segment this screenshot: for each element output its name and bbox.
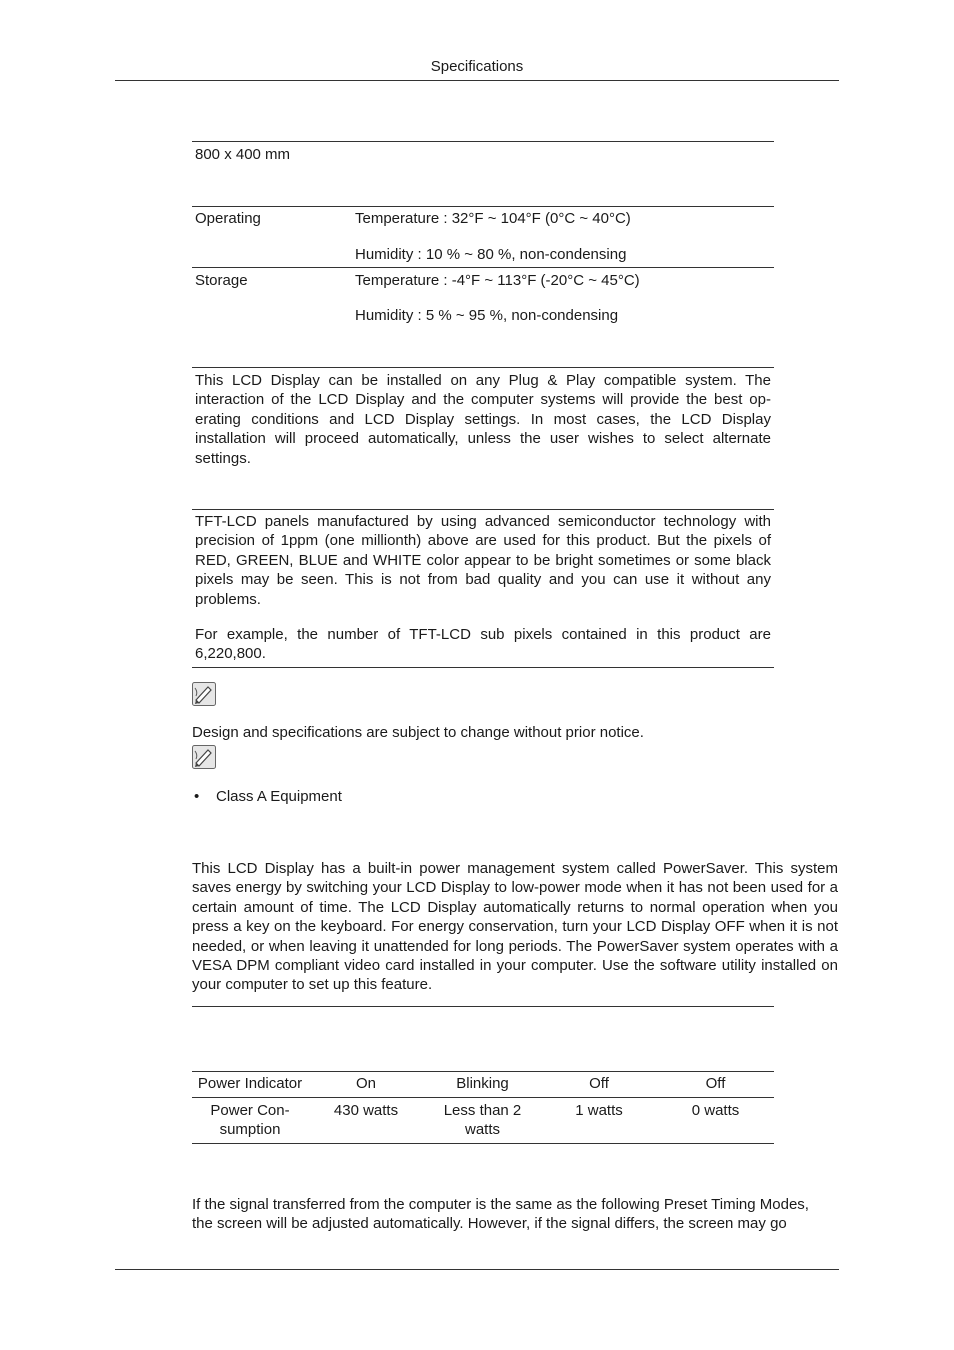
note-pencil-icon: [192, 745, 216, 769]
power-table-header-on: On: [355, 1075, 376, 1092]
storage-label: Storage: [195, 272, 248, 289]
operating-temperature: Temperature : 32°F ~ 104°F (0°C ~ 40°C): [355, 210, 631, 227]
note-pencil-icon: [192, 682, 216, 706]
preset-text-line2: the screen will be adjusted automatically. However, if the signal differs, the screen may go: [192, 1215, 787, 1232]
page-header-title: Specifications: [430, 58, 524, 75]
storage-humidity: Humidity : 5 % ~ 95 %, non-condensing: [355, 307, 619, 324]
powersaver-rule: [192, 1006, 774, 1007]
class-a-equipment-text: Class A Equipment: [216, 788, 342, 805]
power-consumption-off-1: 1 watts: [575, 1102, 623, 1119]
footer-rule: [115, 1269, 839, 1270]
power-consumption-on: 430 watts: [333, 1102, 399, 1119]
power-table-header-blinking: Blinking: [456, 1075, 509, 1092]
operating-humidity: Humidity : 10 % ~ 80 %, non-condensing: [355, 246, 627, 263]
power-consumption-label-line1: Power Con-: [210, 1102, 290, 1119]
power-table-header-indicator: Power Indicator: [197, 1075, 303, 1092]
plug-play-rule: [192, 367, 774, 368]
power-consumption-off-2: 0 watts: [691, 1102, 740, 1119]
power-consumption-blinking-line1: Less than 2: [443, 1102, 522, 1119]
powersaver-text: This LCD Display has a built-in power management system called PowerSaver. This system saves energy by switching your LCD Display to low-power mode when it has not been used for a certain amount of time. The LCD Display automatically returns to normal operation when you press a key on the keyboard. For energy conservation, turn your LCD Display OFF when it is not needed, or when leaving it unattended for long periods. The PowerSaver system operates with a VESA DPM compliant video card installed in your computer. Use the software utility installed on your computer to set up this feature.: [192, 860, 838, 994]
dot-acceptable-rule-bottom: [192, 667, 774, 668]
power-consumption-blinking-line2: watts: [464, 1121, 500, 1138]
preset-text-line1: If the signal transferred from the computer is the same as the following Preset Timing Modes,: [192, 1196, 809, 1213]
environment-rule-mid: [192, 267, 774, 268]
environment-rule-top: [192, 206, 774, 207]
design-notice-text: Design and specifications are subject to change without prior notice.: [192, 724, 644, 741]
power-table-header-off: Off: [705, 1075, 726, 1092]
dimensions-rule: [192, 141, 774, 142]
dot-acceptable-text-1: TFT-LCD panels manufactured by using advanced semiconductor technology with precision of 1ppm (one millionth) above are used for this product. But the pixels of RED, GREEN, BLUE and WHITE color appear to be bright sometimes or some black pixels may be seen. This is not from bad quality and you can use it without any problems.: [195, 513, 771, 608]
plug-play-text: This LCD Display can be installed on any Plug & Play compatible system. The interaction of the LCD Display and the computer systems will provide the best op-erating conditions and LCD Display settings. In most cases, the LCD Display installation will proceed automatically, unless the user wishes to select alternate settings.: [195, 372, 771, 467]
operating-label: Operating: [195, 210, 261, 227]
dot-acceptable-text-2: For example, the number of TFT-LCD sub pixels contained in this product are 6,220,800.: [195, 626, 771, 663]
dot-acceptable-rule-top: [192, 509, 774, 510]
power-consumption-label-line2: sumption: [219, 1121, 281, 1138]
bullet-symbol: •: [194, 788, 200, 805]
dimensions-value: 800 x 400 mm: [195, 146, 291, 163]
power-table-rule-bottom: [192, 1143, 774, 1144]
power-table-rule-mid: [192, 1097, 774, 1098]
power-table-header-off: Off: [589, 1075, 609, 1092]
storage-temperature: Temperature : -4°F ~ 113°F (-20°C ~ 45°C): [355, 272, 640, 289]
power-table-rule-top: [192, 1071, 774, 1072]
header-rule: [115, 80, 839, 81]
